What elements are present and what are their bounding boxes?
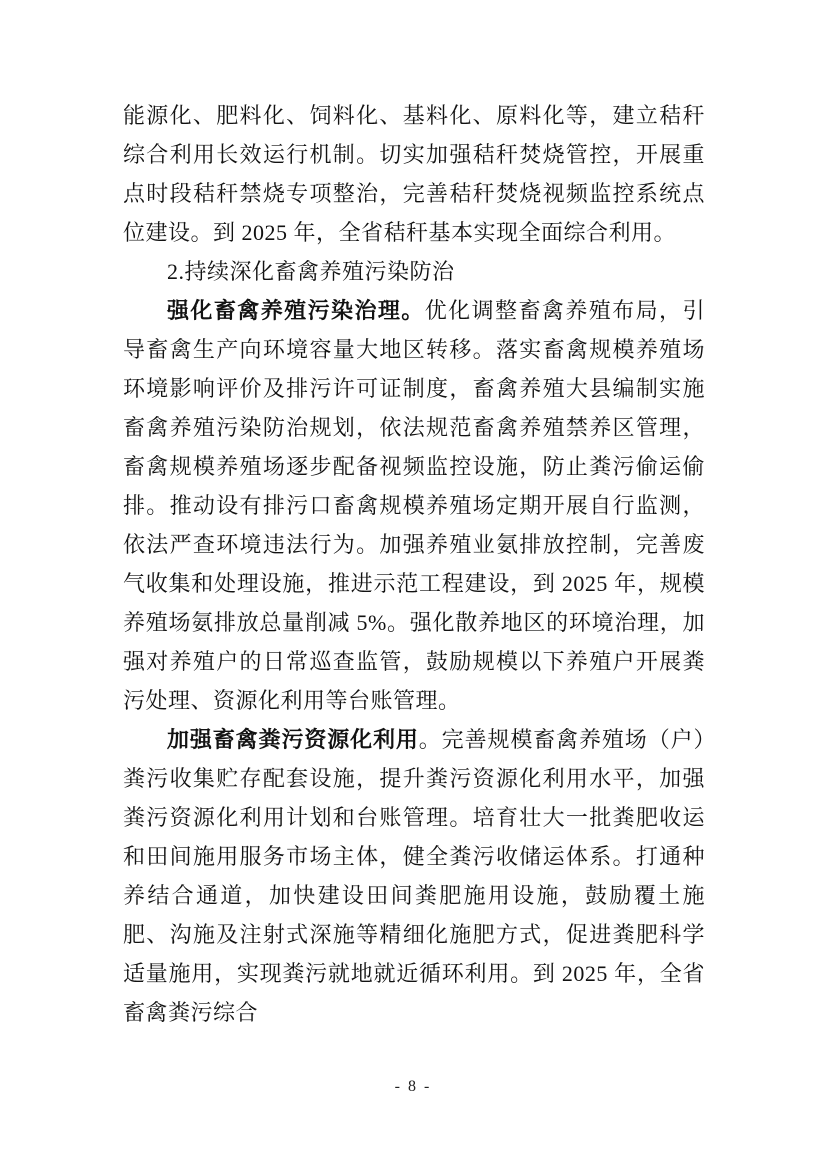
bold-run: 加强畜禽粪污资源化利用 (167, 727, 419, 752)
text-run: 2.持续深化畜禽养殖污染防治 (167, 259, 455, 284)
paragraph (123, 252, 705, 291)
paragraph (123, 720, 705, 1032)
text-run: 优化调整畜禽养殖布局，引导畜禽生产向环境容量大地区转移。落实畜禽规模养殖场环境影响评价及排污许可证制度，畜禽养殖大县编制实施畜禽养殖污染防治规划，依法规范畜禽养殖禁养区管理，畜禽规模养殖场逐步配备视频监控设施，防止粪污偷运偷排。推动设有排污口畜禽规模养殖场定期开展自行监测，依法严查环境违法行为。加强养殖业氨排放控制，完善废气收集和处理设施，推进示范工程建设，到 2025 年，规模养殖场氨排放总量削减 5%。强化散养地区的环境治理，加强对养殖户的日常巡查监管，鼓励规模以下养殖户开展粪污处理、资源化利用等台账管理。 (123, 298, 705, 713)
text-run: 。完善规模畜禽养殖场（户）粪污收集贮存配套设施，提升粪污资源化利用水平，加强粪污资源化利用计划和台账管理。培育壮大一批粪肥收运和田间施用服务市场主体，健全粪污收储运体系。打通种养结合通道，加快建设田间粪肥施用设施，鼓励覆土施肥、沟施及注射式深施等精细化施肥方式，促进粪肥科学适量施用，实现粪污就地就近循环利用。到 2025 年，全省畜禽粪污综合 (123, 727, 705, 1025)
paragraph (123, 96, 705, 252)
bold-run: 强化畜禽养殖污染治理。 (167, 298, 425, 323)
page-number: - 8 - (394, 1078, 432, 1095)
paragraph (123, 291, 705, 720)
text-run: 能源化、肥料化、饲料化、基料化、原料化等，建立秸秆综合利用长效运行机制。切实加强秸秆焚烧管控，开展重点时段秸秆禁烧专项整治，完善秸秆焚烧视频监控系统点位建设。到 2025 年，全省秸秆基本实现全面综合利用。 (123, 103, 705, 245)
document-body (123, 96, 705, 1032)
